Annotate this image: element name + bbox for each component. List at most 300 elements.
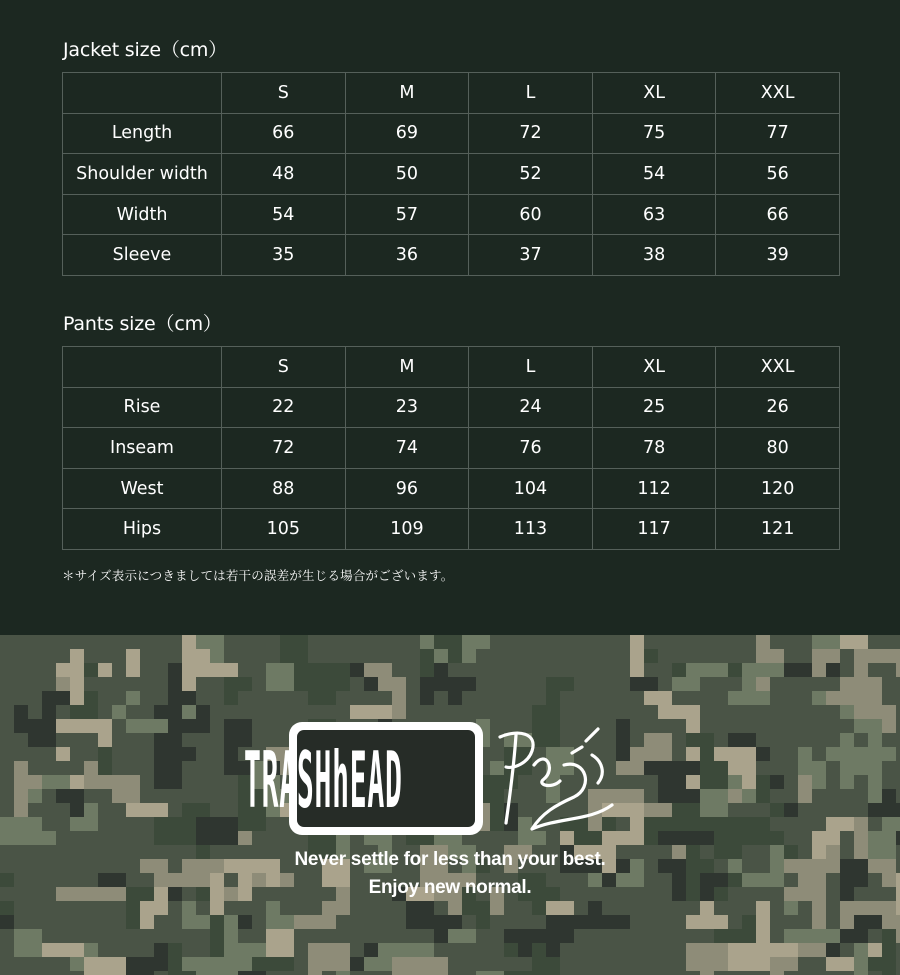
camo-pixel (686, 789, 700, 803)
camo-pixel (224, 677, 238, 691)
camo-pixel (714, 705, 728, 719)
camo-pixel (714, 971, 728, 975)
camo-pixel (812, 803, 826, 817)
camo-pixel (140, 775, 154, 789)
camo-pixel (854, 719, 868, 733)
camo-pixel (210, 761, 224, 775)
camo-pixel (98, 971, 112, 975)
camo-pixel (28, 635, 42, 649)
camo-pixel (644, 705, 658, 719)
camo-pixel (616, 915, 630, 929)
camo-pixel (196, 719, 210, 733)
camo-pixel (126, 775, 140, 789)
camo-pixel (672, 635, 686, 649)
camo-pixel (168, 817, 182, 831)
camo-pixel (574, 705, 588, 719)
camo-pixel (602, 705, 616, 719)
camo-pixel (448, 957, 462, 971)
jacket-size-table (62, 72, 840, 276)
table-cell: 37 (469, 235, 593, 276)
camo-pixel (224, 831, 238, 845)
camo-pixel (826, 971, 840, 975)
camo-pixel (14, 663, 28, 677)
camo-pixel (644, 649, 658, 663)
camo-pixel (210, 635, 224, 649)
camo-pixel (56, 789, 70, 803)
camo-pixel (140, 747, 154, 761)
camo-pixel (112, 831, 126, 845)
camo-pixel (742, 761, 756, 775)
camo-pixel (798, 733, 812, 747)
camo-pixel (392, 915, 406, 929)
table-cell: 26 (716, 387, 840, 428)
camo-pixel (630, 649, 644, 663)
camo-pixel (154, 761, 168, 775)
camo-pixel (840, 719, 854, 733)
camo-pixel (812, 705, 826, 719)
camo-pixel (798, 649, 812, 663)
camo-pixel (896, 747, 900, 761)
camo-pixel (42, 663, 56, 677)
camo-pixel (168, 789, 182, 803)
camo-pixel (224, 705, 238, 719)
tagline-secondary: Enjoy new normal. (368, 877, 532, 898)
camo-pixel (658, 929, 672, 943)
header-cell: XXL (716, 347, 840, 388)
camo-pixel (742, 663, 756, 677)
camo-pixel (476, 901, 490, 915)
camo-pixel (798, 901, 812, 915)
camo-pixel (812, 663, 826, 677)
camo-pixel (840, 635, 854, 649)
camo-pixel (588, 635, 602, 649)
camo-pixel (770, 831, 784, 845)
camo-pixel (756, 915, 770, 929)
camo-pixel (728, 719, 742, 733)
camo-pixel (266, 649, 280, 663)
camo-pixel (868, 789, 882, 803)
camo-pixel (98, 831, 112, 845)
camo-pixel (560, 691, 574, 705)
pants-size-title: Pants size（cm） (63, 313, 222, 335)
camo-pixel (294, 901, 308, 915)
camo-pixel (308, 663, 322, 677)
camo-pixel (322, 943, 336, 957)
camo-pixel (252, 915, 266, 929)
camo-pixel (784, 691, 798, 705)
camo-pixel (126, 761, 140, 775)
camo-pixel (364, 957, 378, 971)
camo-pixel (840, 649, 854, 663)
camo-pixel (798, 817, 812, 831)
camo-pixel (168, 915, 182, 929)
camo-pixel (182, 691, 196, 705)
camo-pixel (630, 957, 644, 971)
header-cell (63, 347, 222, 388)
table-row (63, 468, 840, 509)
camo-pixel (532, 929, 546, 943)
table-cell: 76 (469, 428, 593, 469)
camo-pixel (350, 705, 364, 719)
camo-pixel (826, 901, 840, 915)
table-cell: 23 (345, 387, 469, 428)
camo-pixel (84, 761, 98, 775)
camo-pixel (882, 663, 896, 677)
camo-pixel (588, 915, 602, 929)
table-cell: 60 (469, 194, 593, 235)
camo-pixel (812, 719, 826, 733)
camo-pixel (0, 719, 14, 733)
camo-pixel (784, 943, 798, 957)
camo-pixel (336, 901, 350, 915)
camo-pixel (728, 789, 742, 803)
camo-pixel (840, 775, 854, 789)
camo-pixel (154, 789, 168, 803)
camo-pixel (770, 803, 784, 817)
camo-pixel (280, 691, 294, 705)
camo-pixel (630, 971, 644, 975)
camo-pixel (308, 971, 322, 975)
camo-pixel (168, 929, 182, 943)
camo-pixel (14, 971, 28, 975)
camo-pixel (28, 943, 42, 957)
camo-pixel (322, 929, 336, 943)
camo-pixel (98, 705, 112, 719)
camo-pixel (630, 733, 644, 747)
camo-pixel (182, 971, 196, 975)
camo-pixel (154, 803, 168, 817)
camo-pixel (238, 943, 252, 957)
camo-pixel (28, 747, 42, 761)
camo-pixel (896, 733, 900, 747)
camo-pixel (854, 817, 868, 831)
camo-pixel (756, 761, 770, 775)
camo-pixel (490, 957, 504, 971)
camo-pixel (266, 677, 280, 691)
camo-pixel (546, 929, 560, 943)
camo-pixel (770, 789, 784, 803)
camo-pixel (84, 705, 98, 719)
camo-pixel (28, 803, 42, 817)
camo-pixel (728, 831, 742, 845)
camo-pixel (210, 929, 224, 943)
camo-pixel (350, 943, 364, 957)
camo-pixel (14, 915, 28, 929)
camo-pixel (546, 705, 560, 719)
camo-pixel (336, 649, 350, 663)
camo-pixel (378, 677, 392, 691)
camo-pixel (70, 915, 84, 929)
table-cell: 57 (345, 194, 469, 235)
camo-pixel (756, 957, 770, 971)
camo-pixel (784, 733, 798, 747)
camo-pixel (420, 915, 434, 929)
camo-pixel (350, 971, 364, 975)
camo-pixel (882, 635, 896, 649)
camo-pixel (140, 957, 154, 971)
camo-pixel (266, 719, 280, 733)
camo-pixel (168, 943, 182, 957)
camo-pixel (700, 831, 714, 845)
camo-pixel (518, 943, 532, 957)
camo-pixel (616, 649, 630, 663)
camo-pixel (294, 971, 308, 975)
camo-pixel (658, 705, 672, 719)
camo-pixel (868, 957, 882, 971)
camo-pixel (14, 817, 28, 831)
camo-pixel (658, 971, 672, 975)
camo-pixel (714, 775, 728, 789)
camo-pixel (392, 677, 406, 691)
camo-pixel (840, 761, 854, 775)
camo-pixel (168, 649, 182, 663)
camo-pixel (56, 677, 70, 691)
table-cell: 54 (592, 154, 716, 195)
camo-pixel (868, 901, 882, 915)
camo-pixel (574, 635, 588, 649)
camo-pixel (700, 775, 714, 789)
camo-pixel (266, 691, 280, 705)
camo-pixel (574, 929, 588, 943)
camo-pixel (588, 971, 602, 975)
camo-pixel (126, 677, 140, 691)
logo-wordmark: TRASHhEAD (243, 735, 403, 826)
camo-pixel (896, 817, 900, 831)
camo-pixel (56, 775, 70, 789)
camo-pixel (742, 901, 756, 915)
camo-pixel (588, 929, 602, 943)
camo-pixel (770, 901, 784, 915)
camo-pixel (126, 691, 140, 705)
camo-pixel (756, 663, 770, 677)
camo-pixel (266, 929, 280, 943)
camo-pixel (672, 705, 686, 719)
camo-pixel (42, 691, 56, 705)
camo-pixel (644, 663, 658, 677)
camo-pixel (882, 789, 896, 803)
camo-pixel (854, 943, 868, 957)
camo-pixel (672, 971, 686, 975)
camo-pixel (98, 663, 112, 677)
camo-pixel (70, 957, 84, 971)
camo-pixel (812, 775, 826, 789)
camo-pixel (770, 663, 784, 677)
camo-pixel (112, 649, 126, 663)
camo-pixel (140, 677, 154, 691)
camo-pixel (168, 957, 182, 971)
trashhead-logo (243, 721, 484, 836)
camo-pixel (420, 957, 434, 971)
camo-pixel (658, 733, 672, 747)
camo-pixel (238, 831, 252, 845)
camo-pixel (14, 803, 28, 817)
camo-pixel (210, 705, 224, 719)
header-cell: XL (592, 73, 716, 114)
camo-pixel (140, 761, 154, 775)
camo-pixel (406, 971, 420, 975)
camo-pixel (798, 957, 812, 971)
camo-pixel (364, 929, 378, 943)
camo-pixel (14, 705, 28, 719)
camo-pixel (742, 719, 756, 733)
camo-pixel (42, 719, 56, 733)
camo-pixel (518, 929, 532, 943)
camo-pixel (504, 957, 518, 971)
camo-pixel (0, 789, 14, 803)
camo-pixel (210, 663, 224, 677)
camo-pixel (868, 775, 882, 789)
camo-pixel (140, 789, 154, 803)
camo-pixel (182, 649, 196, 663)
camo-pixel (672, 901, 686, 915)
camo-pixel (616, 691, 630, 705)
camo-pixel (574, 957, 588, 971)
table-row (63, 387, 840, 428)
camo-pixel (392, 957, 406, 971)
camo-pixel (756, 705, 770, 719)
camo-pixel (756, 635, 770, 649)
camo-pixel (532, 635, 546, 649)
camo-pixel (420, 901, 434, 915)
camo-pixel (98, 775, 112, 789)
camo-pixel (112, 635, 126, 649)
camo-pixel (252, 677, 266, 691)
header-cell: S (222, 347, 346, 388)
camo-pixel (154, 691, 168, 705)
camo-pixel (812, 817, 826, 831)
camo-pixel (644, 971, 658, 975)
table-row (63, 509, 840, 550)
camo-pixel (602, 915, 616, 929)
camo-pixel (504, 705, 518, 719)
camo-pixel (28, 691, 42, 705)
camo-pixel (448, 943, 462, 957)
camo-pixel (112, 803, 126, 817)
table-row (63, 154, 840, 195)
camo-pixel (308, 957, 322, 971)
header-cell: XXL (716, 73, 840, 114)
camo-pixel (322, 957, 336, 971)
camo-pixel (112, 789, 126, 803)
camo-pixel (42, 971, 56, 975)
camo-pixel (784, 747, 798, 761)
camo-pixel (560, 957, 574, 971)
row-label: Hips (63, 509, 222, 550)
header-cell: L (469, 73, 593, 114)
camo-pixel (854, 915, 868, 929)
camo-pixel (210, 789, 224, 803)
camo-pixel (644, 901, 658, 915)
camo-pixel (714, 929, 728, 943)
camo-pixel (364, 901, 378, 915)
camo-pixel (0, 691, 14, 705)
camo-pixel (56, 705, 70, 719)
camo-pixel (308, 929, 322, 943)
camo-pixel (294, 957, 308, 971)
camo-pixel (420, 663, 434, 677)
camo-pixel (518, 915, 532, 929)
camo-pixel (182, 831, 196, 845)
camo-pixel (252, 649, 266, 663)
camo-pixel (238, 691, 252, 705)
camo-pixel (266, 663, 280, 677)
row-label: Width (63, 194, 222, 235)
camo-pixel (812, 677, 826, 691)
table-cell: 56 (716, 154, 840, 195)
camo-pixel (882, 649, 896, 663)
camo-pixel (462, 677, 476, 691)
camo-pixel (252, 957, 266, 971)
header-cell (63, 73, 222, 114)
camo-pixel (28, 649, 42, 663)
camo-pixel (714, 733, 728, 747)
camo-pixel (896, 929, 900, 943)
camo-pixel (154, 635, 168, 649)
table-cell: 75 (592, 113, 716, 154)
camo-pixel (728, 733, 742, 747)
camo-pixel (826, 691, 840, 705)
camo-pixel (182, 705, 196, 719)
camo-pixel (896, 915, 900, 929)
camo-pixel (672, 649, 686, 663)
camo-pixel (238, 915, 252, 929)
camo-pixel (742, 957, 756, 971)
camo-pixel (210, 747, 224, 761)
camo-pixel (224, 901, 238, 915)
camo-pixel (756, 677, 770, 691)
camo-pixel (686, 719, 700, 733)
camo-pixel (308, 705, 322, 719)
camo-pixel (812, 635, 826, 649)
camo-pixel (602, 929, 616, 943)
camo-pixel (700, 635, 714, 649)
camo-pixel (644, 943, 658, 957)
camo-pixel (672, 719, 686, 733)
camo-pixel (406, 663, 420, 677)
camo-pixel (476, 649, 490, 663)
camo-pixel (854, 929, 868, 943)
camo-pixel (168, 775, 182, 789)
camo-pixel (826, 929, 840, 943)
camo-pixel (532, 677, 546, 691)
camo-pixel (784, 901, 798, 915)
camo-pixel (784, 817, 798, 831)
camo-pixel (322, 677, 336, 691)
camo-pixel (602, 649, 616, 663)
camo-pixel (658, 775, 672, 789)
camo-pixel (224, 775, 238, 789)
camo-pixel (840, 803, 854, 817)
camo-pixel (812, 691, 826, 705)
camo-pixel (196, 789, 210, 803)
camo-pixel (658, 761, 672, 775)
camo-pixel (882, 957, 896, 971)
camo-pixel (658, 803, 672, 817)
camo-pixel (840, 929, 854, 943)
camo-pixel (84, 817, 98, 831)
camo-pixel (602, 635, 616, 649)
camo-pixel (322, 663, 336, 677)
camo-pixel (98, 635, 112, 649)
camo-pixel (798, 789, 812, 803)
camo-pixel (448, 705, 462, 719)
camo-pixel (616, 635, 630, 649)
table-cell: 25 (592, 387, 716, 428)
camo-pixel (476, 929, 490, 943)
camo-pixel (784, 705, 798, 719)
camo-pixel (406, 915, 420, 929)
camo-pixel (812, 747, 826, 761)
